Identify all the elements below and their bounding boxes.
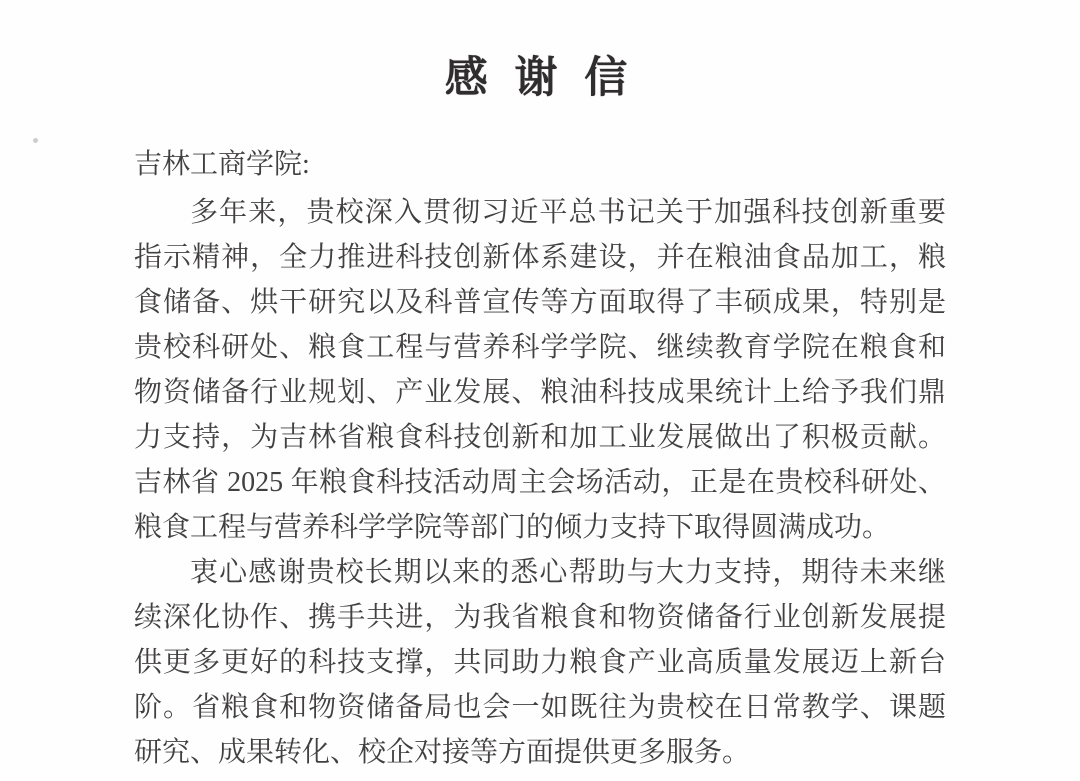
scan-artifact-speck — [33, 138, 38, 143]
letter-line: 衷心感谢贵校长期以来的悉心帮助与大力支持，期待未来继 — [190, 557, 946, 588]
letter-title: 感 谢 信 — [444, 55, 636, 102]
letter-line: 指示精神，全力推进科技创新体系建设，并在粮油食品加工，粮 — [134, 242, 946, 273]
letter-line: 供更多更好的科技支撑，共同助力粮食产业高质量发展迈上新台 — [134, 647, 946, 678]
letter-line: 多年来，贵校深入贯彻习近平总书记关于加强科技创新重要 — [190, 197, 946, 228]
letter-line: 研究、成果转化、校企对接等方面提供更多服务。 — [134, 737, 751, 768]
letter-line: 力支持，为吉林省粮食科技创新和加工业发展做出了积极贡献。 — [134, 422, 946, 453]
letter-salutation: 吉林工商学院: — [134, 149, 310, 180]
letter-line: 物资储备行业规划、产业发展、粮油科技成果统计上给予我们鼎 — [134, 377, 946, 408]
letter-body — [134, 140, 946, 775]
letter-line: 阶。省粮食和物资储备局也会一如既往为贵校在日常教学、课题 — [134, 692, 946, 723]
letter-line: 食储备、烘干研究以及科普宣传等方面取得了丰硕成果，特别是 — [134, 287, 946, 318]
letter-line: 粮食工程与营养科学学院等部门的倾力支持下取得圆满成功。 — [134, 512, 891, 543]
letter-line: 吉林省 2025 年粮食科技活动周主会场活动，正是在贵校科研处、 — [134, 467, 946, 498]
letter-line: 贵校科研处、粮食工程与营养科学学院、继续教育学院在粮食和 — [134, 332, 946, 363]
letter-line: 续深化协作、携手共进，为我省粮食和物资储备行业创新发展提 — [134, 602, 946, 633]
